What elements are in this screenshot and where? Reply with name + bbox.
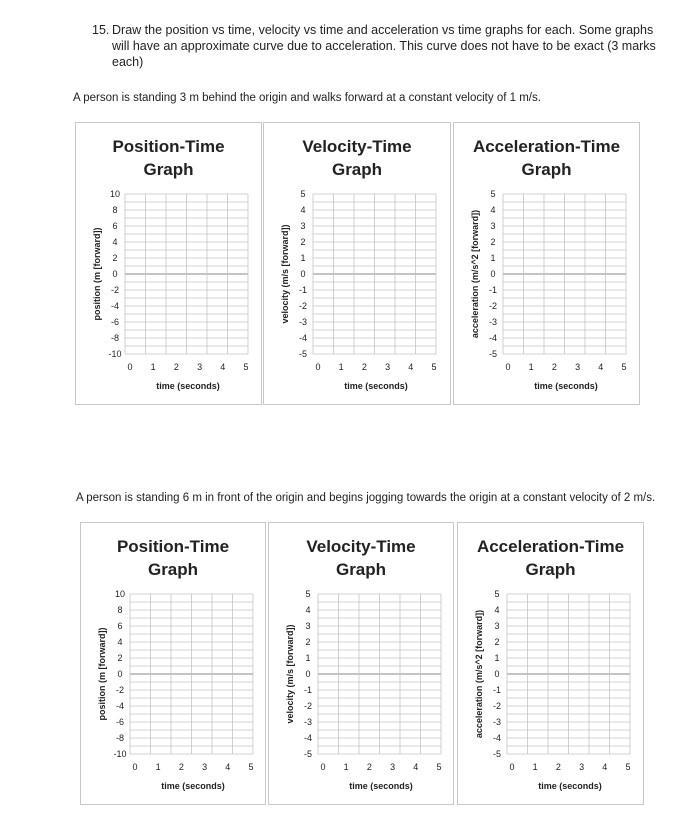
graph-title [454, 135, 639, 181]
y-tick-label: 2 [300, 237, 306, 247]
x-axis-label: time (seconds) [156, 381, 220, 391]
y-tick-label: -2 [488, 301, 498, 311]
graph-title-line-1: Acceleration-Time [472, 137, 621, 156]
graph-title-line-1: Velocity-Time [306, 537, 416, 556]
x-tick-label: 5 [621, 362, 627, 372]
y-tick-label: -4 [492, 733, 502, 743]
y-tick-label: -1 [298, 285, 308, 295]
graph-title-line-2: Graph [331, 160, 383, 179]
x-tick-label: 5 [431, 362, 437, 372]
question-text: Draw the position vs time, velocity vs time and acceleration vs time graphs for each. Some graphs will have an approximate curve due to acceleration. This curve does not have to be exact (3 marks each) [112, 23, 656, 69]
x-axis-label: time (seconds) [344, 381, 408, 391]
x-tick-label: 3 [202, 762, 208, 772]
graph-title [458, 535, 643, 581]
graph-title-line-2: Graph [147, 560, 199, 579]
x-tick-label: 1 [528, 362, 534, 372]
y-tick-label: 3 [494, 621, 500, 631]
y-axis-label: velocity (m/s [forward]) [280, 224, 290, 324]
graph-grid[interactable] [503, 194, 626, 354]
graph-grid[interactable] [313, 194, 436, 354]
y-tick-label: -2 [303, 701, 313, 711]
graph-title-line-2: Graph [335, 560, 387, 579]
x-tick-label: 4 [225, 762, 231, 772]
y-tick-label: 5 [494, 589, 500, 599]
y-axis-label: position (m [forward]) [97, 627, 107, 721]
y-tick-label: 0 [494, 669, 500, 679]
y-axis-label: acceleration (m/s^2 [forward]) [474, 609, 484, 739]
y-tick-label: 0 [300, 269, 306, 279]
y-tick-label: -2 [115, 685, 125, 695]
graph-title-line-2: Graph [143, 160, 194, 179]
graph-title [76, 135, 261, 181]
y-tick-label: -2 [492, 701, 502, 711]
y-tick-label: -10 [113, 749, 127, 759]
graph-title [81, 535, 265, 581]
y-tick-label: -2 [110, 285, 120, 295]
y-tick-label: 4 [112, 237, 118, 247]
y-tick-label: 1 [300, 253, 306, 263]
y-tick-label: 8 [117, 605, 123, 615]
graph-grid[interactable] [318, 594, 441, 754]
graph-title [269, 535, 453, 581]
y-tick-label: 4 [117, 637, 123, 647]
x-tick-label: 0 [315, 362, 321, 372]
x-tick-label: 2 [178, 762, 184, 772]
x-axis-label: time (seconds) [161, 781, 225, 791]
x-tick-label: 2 [361, 362, 367, 372]
y-tick-label: -5 [303, 749, 313, 759]
graph-panel-position-1 [75, 122, 262, 405]
x-tick-label: 3 [390, 762, 396, 772]
y-tick-label: 2 [490, 237, 496, 247]
x-tick-label: 0 [505, 362, 511, 372]
y-tick-label: -10 [108, 349, 122, 359]
x-tick-label: 2 [173, 362, 179, 372]
y-tick-label: -4 [303, 733, 313, 743]
y-tick-label: 5 [300, 189, 306, 199]
y-tick-label: 10 [109, 189, 121, 199]
x-axis-label: time (seconds) [349, 781, 413, 791]
y-tick-label: 3 [300, 221, 306, 231]
x-tick-label: 5 [436, 762, 442, 772]
y-tick-label: 10 [114, 589, 126, 599]
y-tick-label: 6 [112, 221, 118, 231]
x-tick-label: 4 [602, 762, 608, 772]
x-axis-label: time (seconds) [534, 381, 598, 391]
y-tick-label: 5 [490, 189, 496, 199]
y-tick-label: -4 [115, 701, 125, 711]
y-tick-label: 8 [112, 205, 118, 215]
graph-title-line-1: Acceleration-Time [476, 537, 625, 556]
y-tick-label: -3 [488, 317, 498, 327]
y-tick-label: -8 [110, 333, 120, 343]
graph-title-line-1: Velocity-Time [302, 137, 412, 156]
y-tick-label: 0 [112, 269, 118, 279]
y-tick-label: -4 [298, 333, 308, 343]
x-tick-label: 4 [220, 362, 226, 372]
y-tick-label: -1 [488, 285, 498, 295]
y-tick-label: 0 [117, 669, 123, 679]
graph-title-line-2: Graph [521, 160, 572, 179]
y-tick-label: 4 [490, 205, 496, 215]
question-heading [92, 22, 667, 70]
y-tick-label: -8 [115, 733, 125, 743]
y-tick-label: 4 [494, 605, 500, 615]
y-tick-label: 3 [490, 221, 496, 231]
y-tick-label: -1 [303, 685, 313, 695]
x-tick-label: 4 [413, 762, 419, 772]
graph-title-line-1: Position-Time [112, 137, 225, 156]
y-axis-label: velocity (m/s [forward]) [285, 624, 295, 724]
y-tick-label: 4 [305, 605, 311, 615]
x-tick-label: 5 [248, 762, 254, 772]
y-tick-label: 0 [490, 269, 496, 279]
x-tick-label: 1 [338, 362, 344, 372]
graph-panel-velocity-1 [263, 122, 451, 405]
y-tick-label: -6 [110, 317, 120, 327]
x-tick-label: 0 [127, 362, 133, 372]
x-tick-label: 2 [366, 762, 372, 772]
graph-grid[interactable] [125, 194, 248, 354]
graph-panel-position-2 [80, 522, 266, 805]
y-tick-label: 1 [305, 653, 311, 663]
x-tick-label: 2 [555, 762, 561, 772]
x-tick-label: 3 [197, 362, 203, 372]
y-tick-label: 2 [112, 253, 118, 263]
y-tick-label: 1 [494, 653, 500, 663]
y-tick-label: 2 [117, 653, 123, 663]
graph-grid[interactable] [507, 594, 630, 754]
y-tick-label: -5 [488, 349, 498, 359]
y-tick-label: 6 [117, 621, 123, 631]
x-tick-label: 1 [532, 762, 538, 772]
x-tick-label: 1 [150, 362, 156, 372]
y-tick-label: -2 [298, 301, 308, 311]
y-tick-label: 1 [490, 253, 496, 263]
graph-panel-acceleration-1 [453, 122, 640, 405]
x-tick-label: 2 [551, 362, 557, 372]
y-tick-label: 5 [305, 589, 311, 599]
x-tick-label: 3 [385, 362, 391, 372]
y-tick-label: -3 [298, 317, 308, 327]
x-tick-label: 3 [579, 762, 585, 772]
graph-title-line-2: Graph [525, 560, 576, 579]
y-tick-label: 2 [305, 637, 311, 647]
x-tick-label: 4 [598, 362, 604, 372]
y-tick-label: 3 [305, 621, 311, 631]
y-tick-label: -5 [492, 749, 502, 759]
y-tick-label: 4 [300, 205, 306, 215]
x-tick-label: 0 [509, 762, 515, 772]
y-tick-label: -3 [303, 717, 313, 727]
scenario-2-text: A person is standing 6 m in front of the origin and begins jogging towards the origin at a constant velocity of 2 m/s. [76, 492, 656, 504]
scenario-1-text: A person is standing 3 m behind the origin and walks forward at a constant velocity of 1 m/s. [73, 92, 541, 104]
y-tick-label: -5 [298, 349, 308, 359]
y-tick-label: 2 [494, 637, 500, 647]
y-tick-label: -6 [115, 717, 125, 727]
x-axis-label: time (seconds) [538, 781, 602, 791]
graph-panel-acceleration-2 [457, 522, 644, 805]
x-tick-label: 1 [343, 762, 349, 772]
question-number: 15. [92, 23, 110, 37]
y-axis-label: acceleration (m/s^2 [forward]) [470, 209, 480, 339]
graph-title-line-1: Position-Time [116, 537, 230, 556]
y-axis-label: position (m [forward]) [92, 227, 102, 321]
x-tick-label: 3 [575, 362, 581, 372]
graph-title [264, 135, 450, 181]
x-tick-label: 5 [243, 362, 249, 372]
y-tick-label: 0 [305, 669, 311, 679]
graph-grid[interactable] [130, 594, 253, 754]
y-tick-label: -3 [492, 717, 502, 727]
x-tick-label: 4 [408, 362, 414, 372]
x-tick-label: 0 [320, 762, 326, 772]
x-tick-label: 0 [132, 762, 138, 772]
graph-panel-velocity-2 [268, 522, 454, 805]
x-tick-label: 5 [625, 762, 631, 772]
y-tick-label: -1 [492, 685, 502, 695]
x-tick-label: 1 [155, 762, 161, 772]
y-tick-label: -4 [488, 333, 498, 343]
y-tick-label: -4 [110, 301, 120, 311]
